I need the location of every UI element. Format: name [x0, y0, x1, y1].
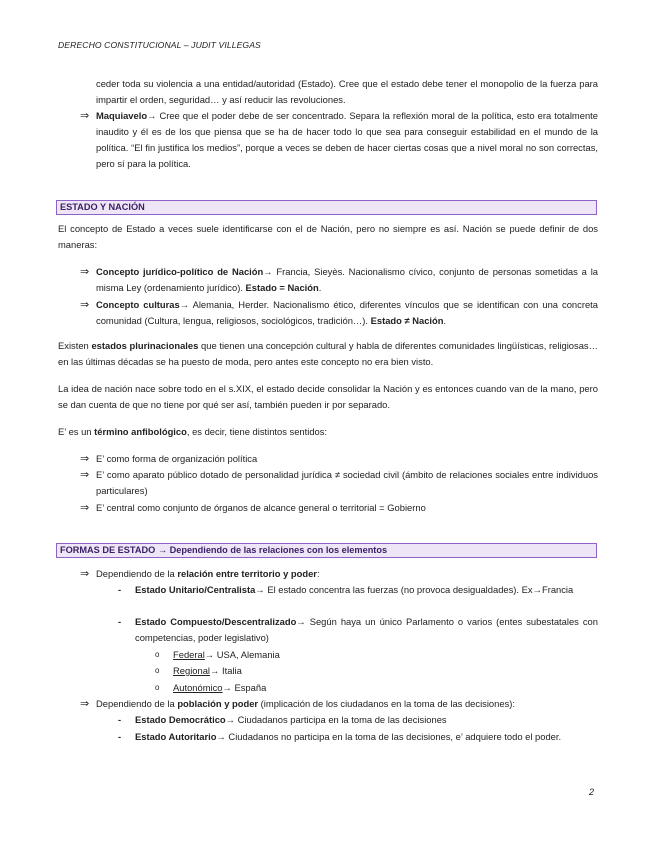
dash-bullet-icon: - [118, 616, 122, 627]
plurinational-start: Existen [58, 340, 92, 351]
maquiavelo-term: Maquiavelo [96, 110, 148, 121]
group2-end: (implicación de los ciudadanos en la toma de las decisiones): [258, 698, 515, 709]
running-header: DERECHO CONSTITUCIONAL – JUDIT VILLEGAS [58, 40, 261, 50]
concept-juridico-text: Francia, Sieyès. Nacionalismo cívico, conjunto de personas sometidas a la misma Ley (ordenamiento jurídico). [96, 266, 598, 293]
estado-igual-nacion: Estado = Nación [245, 282, 319, 293]
group1-start: Dependiendo de la [96, 568, 178, 579]
estado-autoritario-item [135, 729, 598, 745]
section-heading-estado-nacion: ESTADO Y NACIÓN [56, 200, 597, 215]
section-heading-formas-estado [56, 543, 597, 558]
sense-item-1: E’ como forma de organización política [96, 453, 258, 464]
xix-century-text: La idea de nación nace sobre todo en el s.XIX, el estado decide consolidar la Nación y es entonces cuando van de la mano, pero se dan cuenta de que no tiene por qué ser así, también pueden ir por separado. [58, 383, 598, 410]
estado-autoritario-text: Ciudadanos no participa en la toma de las decisiones, e’ adquiere todo el poder. [225, 731, 562, 742]
xix-century-paragraph [58, 381, 598, 413]
right-arrow-icon: → [263, 266, 273, 277]
concept-juridico-item: Concepto jurídico-político de Nación→ Francia, Sieyès. Nacionalismo cívico, conjunto de personas sometidas a la misma Ley (ordenamiento jurídico). Estado = Nación. [96, 266, 598, 293]
circle-bullet-icon: o [155, 683, 160, 692]
circle-bullet-icon: o [155, 666, 160, 675]
dash-bullet-icon: - [118, 714, 122, 725]
concept-cultural-term: Concepto culturas [96, 299, 180, 310]
group1-term: relación entre territorio y poder [177, 568, 317, 579]
plurinational-text [58, 338, 598, 370]
autonomico-text: España [231, 682, 267, 693]
anfibologico-term: término anfibológico [94, 426, 187, 437]
group2-term: población y poder [177, 698, 259, 709]
right-arrow-icon: → [216, 731, 226, 742]
double-arrow-icon: ⇒ [80, 299, 90, 311]
group2-start: Dependiendo de la [96, 698, 178, 709]
double-arrow-icon: ⇒ [80, 698, 90, 710]
maquiavelo-text: Cree que el poder debe de ser concentrado. Separa la reflexión moral de la política, esto era totalmente inaudito y él es de los que piensa que se ha de hacer todo lo que sea para conseguir estabilidad en el mundo de la política. “El fin justifica los medios”, porque a veces se deben de hacer ciertas cosas que a nivel moral no son correctas, pero sí para la política. [96, 110, 598, 169]
estado-compuesto-item [135, 614, 598, 646]
plurinational-paragraph [58, 338, 598, 370]
federal-term: Federal [173, 649, 205, 660]
double-arrow-icon: ⇒ [80, 469, 90, 481]
anfibologico-text [58, 424, 598, 440]
maquiavelo-item [96, 108, 598, 172]
concept-cultural-text: Alemania, Herder. Nacionalismo ético, diferentes vínculos que se identifican con una concreta comunidad (Cultura, lengua, religiosos, sociológicos, tradición…). [96, 299, 598, 326]
nation-intro-text: El concepto de Estado a veces suele identificarse con el de Nación, pero no siempre es así. Nación se puede definir de dos maneras: [58, 223, 598, 250]
regional-text: Italia [219, 665, 242, 676]
federal-item [173, 647, 280, 663]
autonomico-item [173, 680, 266, 696]
plurinational-end: que tienen una concepción cultural y habla de diferentes comunidades lingüísticas, religiosas… en las últimas décadas se ha puesto de moda, pero antes este concepto no era bien visto. [58, 340, 598, 367]
circle-bullet-icon: o [155, 650, 160, 659]
estado-unitario-text: El estado concentra las fuerzas (no provoca desigualdades). Ex [264, 584, 533, 595]
right-arrow-icon: → [532, 584, 542, 595]
right-arrow-icon: → [222, 682, 232, 693]
sense-item-3: E’ central como conjunto de órganos de alcance general o territorial = Gobierno [96, 502, 426, 513]
regional-term: Regional [173, 665, 211, 676]
right-arrow-icon: → [157, 545, 168, 555]
estado-democratico-item [135, 712, 598, 728]
right-arrow-icon: → [296, 616, 306, 627]
concept-juridico-term: Concepto jurídico-político de Nación [96, 266, 264, 277]
double-arrow-icon: ⇒ [80, 502, 90, 514]
formas-title-end: Dependiendo de las relaciones con los elementos [167, 545, 388, 555]
estado-unitario-example: Francia [541, 584, 574, 595]
right-arrow-icon: → [225, 714, 236, 725]
formas-title-start: FORMAS DE ESTADO [60, 545, 158, 555]
plurinational-term: estados plurinacionales [91, 340, 199, 351]
anfibologico-paragraph [58, 424, 598, 440]
regional-item [173, 663, 242, 679]
nation-intro-paragraph [58, 221, 598, 253]
federal-text: USA, Alemania [214, 649, 280, 660]
continuation-paragraph: ceder toda su violencia a una entidad/autoridad (Estado). Cree que el estado debe tener el monopolio de la fuerza para impartir el orden, seguridad… y así reducir las revoluciones. [96, 78, 598, 105]
right-arrow-icon: → [204, 649, 215, 660]
right-arrow-icon: → [210, 665, 220, 676]
right-arrow-icon: → [255, 584, 265, 595]
right-arrow-icon: → [147, 110, 157, 121]
right-arrow-icon: → [179, 299, 190, 310]
double-arrow-icon: ⇒ [80, 453, 90, 465]
estado-compuesto-text: Según haya un único Parlamento o varios (entes subestatales con competencias, poder legislativo) [135, 616, 598, 643]
double-arrow-icon: ⇒ [80, 568, 90, 580]
estado-unitario-term: Estado Unitario/Centralista [135, 584, 256, 595]
estado-democratico-text: Ciudadanos participa en la toma de las decisiones [235, 714, 447, 725]
group1-end: : [316, 568, 320, 579]
double-arrow-icon: ⇒ [80, 266, 90, 278]
concept-cultural-item: Concepto culturas→ Alemania, Herder. Nacionalismo ético, diferentes vínculos que se identifican con una concreta comunidad (Cultura, lengua, religiosos, sociológicos, tradición…). Estado ≠ Nación. [96, 299, 598, 326]
estado-distinto-nacion: Estado ≠ Nación [370, 315, 444, 326]
estado-compuesto-term: Estado Compuesto/Descentralizado [135, 616, 297, 627]
dash-bullet-icon: - [118, 731, 122, 742]
anfibologico-end: , es decir, tiene distintos sentidos: [186, 426, 328, 437]
anfibologico-start: E’ es un [58, 426, 95, 437]
estado-autoritario-term: Estado Autoritario [135, 731, 217, 742]
autonomico-term: Autonómico [173, 682, 223, 693]
sense-item-2: E’ como aparato público dotado de personalidad jurídica ≠ sociedad civil (ámbito de relaciones sociales entre individuos particulares) [96, 469, 598, 496]
dash-bullet-icon: - [118, 584, 122, 595]
page-number: 2 [589, 787, 595, 797]
estado-democratico-term: Estado Democrático [135, 714, 226, 725]
poblacion-poder-item [96, 696, 598, 712]
estado-unitario-item [135, 582, 598, 598]
territorio-poder-item [96, 566, 598, 582]
double-arrow-icon: ⇒ [80, 110, 90, 122]
